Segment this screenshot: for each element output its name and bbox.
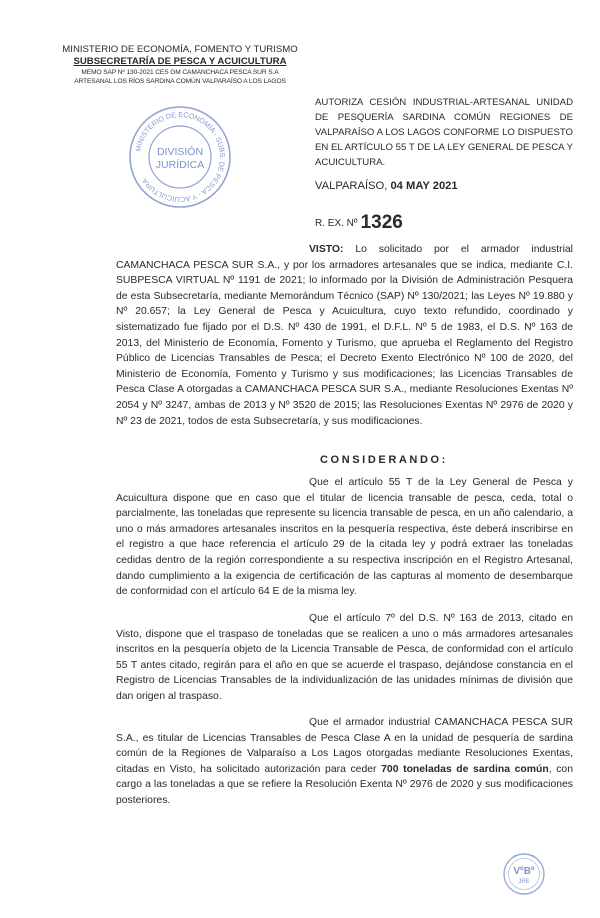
vb-stamp-text: VºBº [513, 866, 535, 877]
considerando-title: CONSIDERANDO: [320, 454, 448, 466]
resolution-number-value: 1326 [360, 212, 403, 233]
stamp-center-line-2: JURÍDICA [155, 159, 205, 171]
stamp-center-line-1: DIVISIÓN [156, 146, 204, 158]
considerando-paragraph-2: Que el artículo 7º del D.S. Nº 163 de 2013, citado en Visto, dispone que el traspaso de toneladas que se realicen a uno o más armadores artesanales inscritos en la pesquería objeto de la Licencia Transable de Pesca, de conformidad con el artículo 55 T antes citado, regirán para el año en que se acuerde el traspaso, dejándose constancia en el Registro de Licencias Transables de la individualización de las unidades mínimas de división que dan origen al traspaso. [116, 613, 573, 702]
considerando-paragraph-1: Que el artículo 55 T de la Ley General de Pesca y Acuicultura dispone que en caso que el titular de licencia transable de pesca, ceda, total o parcialmente, las toneladas que represente su licencia transable de pesca, en un año calendario, a uno o más armadores artesanales inscritos en la pesquería respectiva, éste deberá inscribirse en el registro a que hace referencia el artículo 29 de la citada ley y podrá extraer las toneladas cedidas dentro de la región correspondiente a su respectiva inscripción en el Registro Artesanal, dando cumplimiento a la exigencia de certificación de las capturas al momento de desembarque de conformidad con el artículo 64 E de la misma ley. [116, 477, 573, 598]
date-city: VALPARAÍSO, [315, 180, 388, 192]
resolution-date [315, 180, 458, 192]
division-juridica-stamp-icon [127, 104, 233, 210]
paragraph-3-text-a: Que el armador industrial CAMANCHACA PESCA SUR S.A., es titular de Licencias Transables de Pesca Clase A en la unidad de pesquería de sardina común de la Regiones de Valparaíso a Los Lagos otorgadas mediante Resoluciones Exentas, citadas en Visto, ha solicitado autorización para ceder [116, 717, 573, 775]
ministry-name: MINISTERIO DE ECONOMÍA, FOMENTO Y TURISMO [62, 44, 298, 55]
letterhead [0, 44, 360, 86]
memo-reference-line-1: MEMO SAP Nº 130-2021 CES GM CAMANCHACA PESCA SUR S.A [81, 69, 279, 76]
resolution-number [315, 212, 403, 234]
date-value: 04 MAY 2021 [390, 180, 458, 192]
vb-stamp-sub: JRE [518, 879, 530, 885]
visto-label: VISTO: [309, 244, 344, 255]
memo-reference-line-2: ARTESANAL LOS RÍOS SARDINA COMÚN VALPARAÍSO A LOS LAGOS [74, 78, 286, 85]
visto-text: Lo solicitado por el armador industrial CAMANCHACA PESCA SUR S.A., y por los armadores artesanales que se indica, mediante C.I. SUBPESCA VIRTUAL Nº 1191 de 2021; lo informado por la División de Administración Pesquera de esta Subsecretaría, mediante Memorándum Técnico (SAP) Nº 130/2021; las Leyes Nº 19.880 y Nº 20.657; la Ley General de Pesca y Acuicultura, cuyo texto refundido, coordinado y sistematizado fue fijado por el D.S. Nº 430 de 1991, el D.F.L. Nº 5 de 1983, el D.S. Nº 163 de 2013, del Ministerio de Economía, Fomento y Turismo, que aprueba el Reglamento del Registro Público de Licencias Transables de Pesca; el Decreto Exento Electrónico Nº 100 de 2020, del Ministerio de Economía, Fomento y Turismo y sus modificaciones; las Licencias Transables de Pesca Clase A otorgadas a CAMANCHACA PESCA SUR S.A., mediante Resoluciones Exentas Nº 2054 y Nº 3247, ambas de 2013 y Nº 3520 de 2015; las Resoluciones Exentas Nº 2976 de 2020 y Nº 23 de 2021, todos de esta Subsecretaría, y sus modificaciones. [116, 244, 573, 427]
paragraph-3-text-b: , con cargo a las toneladas a que se refiere la Resolución Exenta Nº 2976 de 2020 y sus modificaciones posteriores. [116, 763, 573, 806]
stamp-arc-text: MINISTERIO DE ECONOMÍA · SUBS. DE PESCA · Y ACUICULTURA [133, 109, 228, 205]
subsecretaria-name: SUBSECRETARÍA DE PESCA Y ACUICULTURA [73, 56, 287, 67]
resolution-label: R. EX. Nº [315, 218, 358, 229]
considerando-paragraph-3 [116, 715, 573, 809]
resolution-subject: AUTORIZA CESIÓN INDUSTRIAL-ARTESANAL UNIDAD DE PESQUERÍA SARDINA COMÚN REGIONES DE VALPARAÍSO A LOS LAGOS CONFORME LO DISPUESTO EN EL ARTÍCULO 55 T DE LA LEY GENERAL DE PESCA Y ACUICULTURA. [315, 97, 573, 168]
visto-section [116, 242, 573, 429]
paragraph-3-tonnage: 700 toneladas de sardina común [381, 763, 549, 775]
vb-approval-stamp-icon [502, 852, 546, 896]
